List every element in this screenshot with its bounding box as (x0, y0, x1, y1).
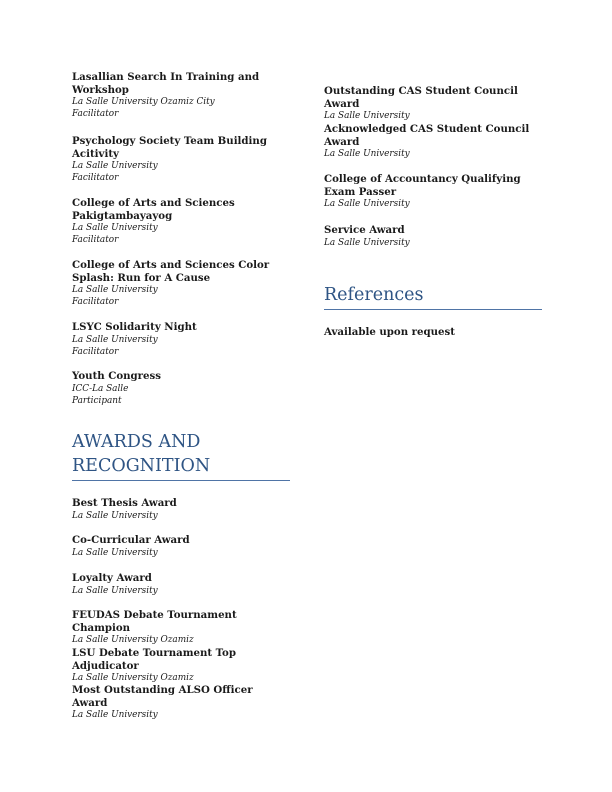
award-organization: La Salle University Ozamiz (72, 673, 194, 684)
award-title: Co-Curricular Award (72, 534, 190, 546)
activity-title: LSYC Solidarity Night (72, 321, 197, 333)
activity-title: Youth Congress (72, 370, 162, 382)
award-entry (324, 224, 542, 249)
award-entry (324, 173, 542, 210)
references-text: Available upon request (324, 326, 455, 338)
activity-organization: La Salle University Ozamiz City (72, 97, 215, 108)
award-organization: La Salle University (72, 510, 158, 521)
award-organization: La Salle University (324, 199, 410, 210)
award-title: Service Award (324, 224, 405, 236)
award-title: Best Thesis Award (72, 497, 177, 509)
activity-entry (72, 370, 290, 407)
award-organization: La Salle University (72, 547, 158, 558)
award-title: FEUDAS Debate Tournament Champion (72, 609, 237, 634)
references-heading-rule (324, 309, 542, 310)
activity-entry (72, 197, 290, 247)
activity-role: Facilitator (72, 173, 119, 184)
award-entry (72, 572, 290, 597)
activity-role: Participant (72, 395, 122, 406)
award-entry (72, 684, 290, 721)
activity-entry (72, 259, 290, 309)
award-title: Loyalty Award (72, 572, 152, 584)
activity-organization: La Salle University (72, 223, 158, 234)
activity-organization: ICC-La Salle (72, 383, 129, 394)
activity-entry (72, 321, 290, 358)
award-organization: La Salle University (72, 710, 158, 721)
activity-title: College of Arts and Sciences Color Splash: Run for A Cause (72, 259, 270, 284)
activity-role: Facilitator (72, 109, 119, 120)
references-heading: References (324, 285, 424, 305)
award-organization: La Salle University (72, 585, 158, 596)
awards-heading-rule (72, 480, 290, 481)
activity-role: Facilitator (72, 235, 119, 246)
award-organization: La Salle University (324, 237, 410, 248)
award-title: College of Accountancy Qualifying Exam Passer (324, 173, 521, 198)
activity-title: College of Arts and Sciences Pakigtambayayog (72, 197, 235, 222)
activity-organization: La Salle University (72, 285, 158, 296)
award-entry (72, 534, 290, 559)
award-title: Most Outstanding ALSO Officer Award (72, 684, 253, 709)
awards-heading: AWARDS AND RECOGNITION (72, 432, 211, 476)
activity-role: Facilitator (72, 297, 119, 308)
award-title: Outstanding CAS Student Council Award (324, 85, 518, 110)
award-organization: La Salle University Ozamiz (72, 635, 194, 646)
award-title: LSU Debate Tournament Top Adjudicator (72, 647, 236, 672)
activity-title: Lasallian Search In Training and Workshop (72, 71, 260, 96)
award-entry (324, 123, 542, 160)
award-entry (324, 85, 542, 122)
award-entry (72, 609, 290, 646)
activity-organization: La Salle University (72, 161, 158, 172)
activity-organization: La Salle University (72, 334, 158, 345)
activity-entry (72, 135, 290, 185)
award-title: Acknowledged CAS Student Council Award (324, 123, 530, 148)
award-organization: La Salle University (324, 149, 410, 160)
activity-title: Psychology Society Team Building Acitivity (72, 135, 267, 160)
award-organization: La Salle University (324, 111, 410, 122)
award-entry (72, 647, 290, 684)
award-entry (72, 497, 290, 522)
activity-role: Facilitator (72, 346, 119, 357)
activity-entry (72, 71, 290, 121)
